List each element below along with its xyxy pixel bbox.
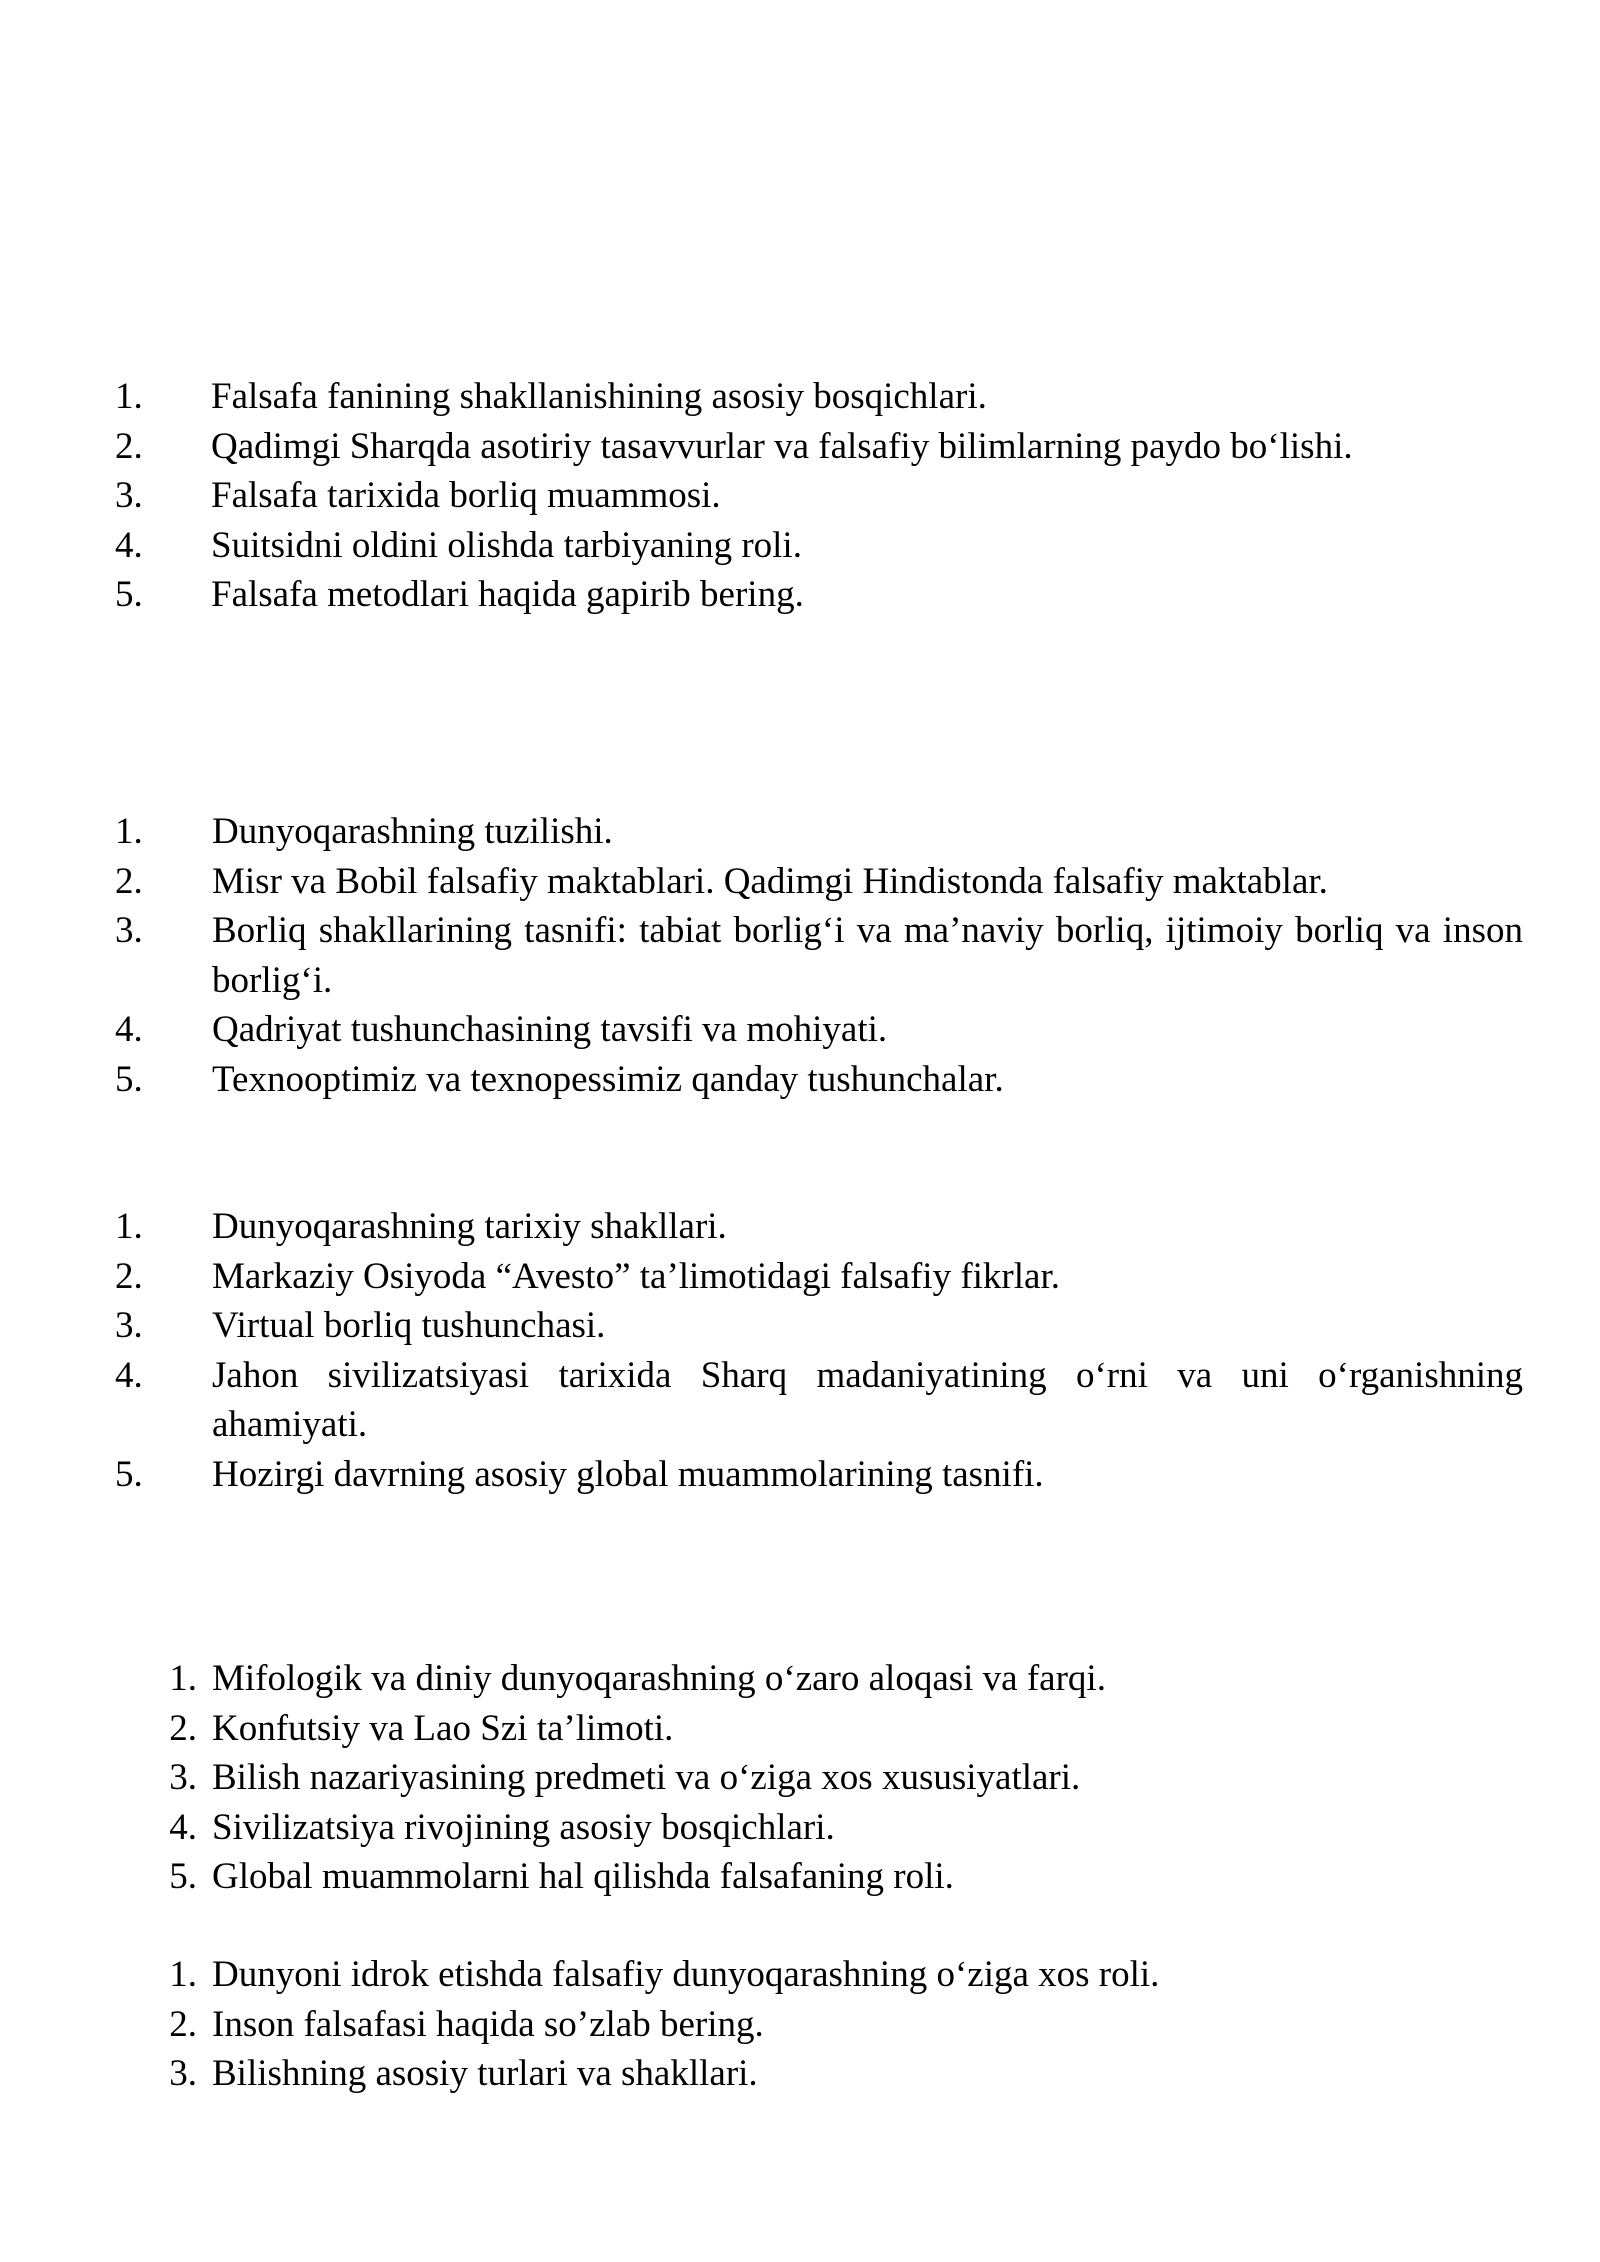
- list-item: [115, 372, 1523, 422]
- question-list-5: [155, 1950, 1523, 2099]
- item-text: Mifologik va diniy dunyoqarashning o‘zaro aloqasi va farqi.: [212, 1658, 1106, 1699]
- list-item: [115, 422, 1523, 472]
- list-item: [155, 1950, 1523, 2000]
- item-text: Hozirgi davrning asosiy global muammolarining tasnifi.: [212, 1453, 1044, 1495]
- item-number: 4.: [115, 1009, 143, 1050]
- item-text: Inson falsafasi haqida so’zlab bering.: [212, 2003, 764, 2045]
- list-item: [155, 1852, 1523, 1902]
- item-number: 1.: [115, 376, 143, 417]
- item-text: Virtual borliq tushunchasi.: [212, 1305, 606, 1346]
- question-list-2: [115, 807, 1523, 1104]
- list-item: [115, 807, 1523, 857]
- item-number: 5.: [115, 574, 143, 615]
- item-number: 3.: [115, 1305, 143, 1346]
- item-number: 4.: [115, 524, 143, 566]
- question-list-1: [115, 372, 1523, 620]
- item-text: Markaziy Osiyoda “Avesto” ta’limotidagi falsafiy fikrlar.: [212, 1255, 1060, 1297]
- list-item: [115, 1252, 1523, 1302]
- item-text: Jahon sivilizatsiyasi tarixida Sharq madaniyatining o‘rni va uni o‘rganishning ahamiyati.: [212, 1354, 1523, 1445]
- item-text: Misr va Bobil falsafiy maktablari. Qadimgi Hindistonda falsafiy maktablar.: [212, 860, 1328, 902]
- item-text: Qadriyat tushunchasining tavsifi va mohiyati.: [212, 1009, 888, 1050]
- item-number: 5.: [115, 1453, 143, 1495]
- item-number: 2.: [115, 425, 143, 467]
- item-number: 4.: [169, 1806, 197, 1848]
- item-text: Borliq shakllarining tasnifi: tabiat borlig‘i va ma’naviy borliq, ijtimoiy borliq va inson borlig‘i.: [212, 910, 1523, 1001]
- item-text: Falsafa tarixida borliq muammosi.: [211, 475, 721, 516]
- item-text: Falsafa fanining shakllanishining asosiy bosqichlari.: [211, 376, 987, 417]
- item-number: 2.: [115, 1255, 143, 1297]
- item-number: 1.: [115, 811, 143, 852]
- item-number: 2.: [115, 860, 143, 902]
- item-text: Texnooptimiz va texnopessimiz qanday tushunchalar.: [212, 1058, 1004, 1100]
- list-item: [115, 906, 1523, 1005]
- item-text: Bilish nazariyasining predmeti va o‘ziga xos xususiyatlari.: [212, 1757, 1081, 1798]
- item-number: 3.: [169, 2053, 197, 2094]
- item-text: Qadimgi Sharqda asotiriy tasavvurlar va falsafiy bilimlarning paydo bo‘lishi.: [211, 425, 1353, 467]
- list-item: [115, 857, 1523, 907]
- item-number: 5.: [169, 1856, 197, 1897]
- item-number: 1.: [115, 1206, 143, 1247]
- item-number: 1.: [169, 1954, 197, 1995]
- list-item: [155, 2049, 1523, 2099]
- item-text: Dunyoqarashning tuzilishi.: [212, 811, 613, 852]
- list-item: [155, 2000, 1523, 2050]
- list-item: [155, 1654, 1523, 1704]
- list-item: [115, 1005, 1523, 1055]
- question-list-3: [115, 1202, 1523, 1499]
- item-text: Global muammolarni hal qilishda falsafaning roli.: [212, 1856, 954, 1897]
- item-number: 3.: [169, 1757, 197, 1798]
- list-item: [115, 1055, 1523, 1105]
- list-item: [115, 1450, 1523, 1500]
- list-item: [115, 471, 1523, 521]
- item-number: 1.: [169, 1658, 197, 1699]
- item-text: Falsafa metodlari haqida gapirib bering.: [211, 574, 804, 615]
- item-number: 2.: [169, 2003, 197, 2045]
- list-item: [155, 1704, 1523, 1754]
- list-item: [115, 1301, 1523, 1351]
- item-text: Suitsidni oldini olishda tarbiyaning roli.: [211, 524, 802, 566]
- list-item: [155, 1753, 1523, 1803]
- list-item: [115, 521, 1523, 571]
- item-number: 4.: [115, 1354, 143, 1396]
- question-list-4: [155, 1654, 1523, 1902]
- item-number: 2.: [169, 1707, 197, 1749]
- list-item: [115, 570, 1523, 620]
- list-item: [115, 1202, 1523, 1252]
- item-text: Dunyoni idrok etishda falsafiy dunyoqarashning o‘ziga xos roli.: [212, 1954, 1160, 1995]
- item-number: 3.: [115, 475, 143, 516]
- item-text: Bilishning asosiy turlari va shakllari.: [212, 2053, 758, 2094]
- item-text: Sivilizatsiya rivojining asosiy bosqichlari.: [212, 1806, 835, 1848]
- item-text: Konfutsiy va Lao Szi ta’limoti.: [212, 1707, 674, 1749]
- list-item: [155, 1803, 1523, 1853]
- item-number: 3.: [115, 910, 143, 951]
- item-text: Dunyoqarashning tarixiy shakllari.: [212, 1206, 727, 1247]
- item-number: 5.: [115, 1058, 143, 1100]
- list-item: [115, 1351, 1523, 1450]
